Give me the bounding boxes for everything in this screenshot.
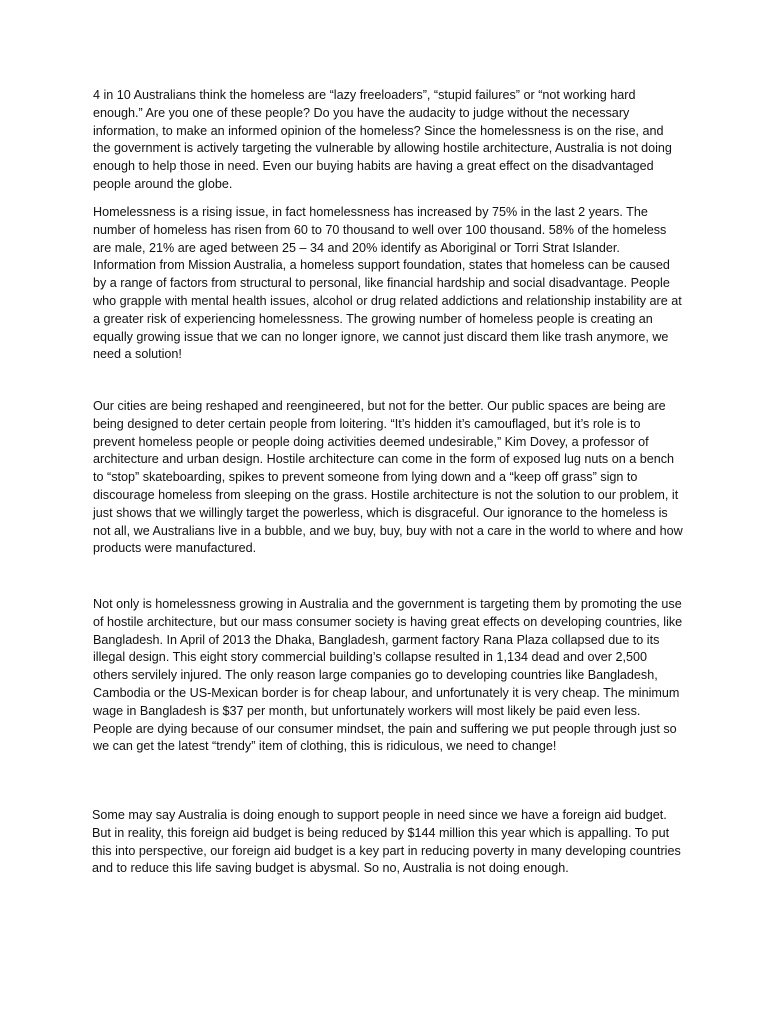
paragraph-foreign-aid: Some may say Australia is doing enough to support people in need since we have a foreign aid budget. But in reality, this foreign aid budget is being reduced by $144 million this year which is appalling. To put this into perspective, our foreign aid budget is a key part in reducing poverty in many developing countries and to reduce this life saving budget is abysmal. So no, Australia is not doing enough. [92,808,681,876]
paragraph-hostile-architecture: Our cities are being reshaped and reengineered, but not for the better. Our public spaces are being are being designed to deter certain people from loitering. “It’s hidden it’s camouflaged, but it’s role is to prevent homeless people or people doing activities deemed undesirable,” Kim Dovey, a professor of architecture and urban design. Hostile architecture can come in the form of exposed lug nuts on a bench to “stop” skateboarding, spikes to prevent someone from lying down and a “keep off grass” sign to discourage homeless from sleeping on the grass. Hostile architecture is not the solution to our problem, it just shows that we willingly target the powerless, which is disgraceful. Our ignorance to the homeless is not all, we Australians live in a bubble, and we buy, buy, buy with not a care in the world to where and how products were manufactured. [93,399,683,556]
paragraph-introduction: 4 in 10 Australians think the homeless are “lazy freeloaders”, “stupid failures” or “not working hard enough.” Are you one of these people? Do you have the audacity to judge without the necessary information, to make an informed opinion of the homeless? Since the homelessness is on the rise, and the government is actively targeting the vulnerable by allowing hostile architecture, Australia is not doing enough to help those in need. Even our buying habits are having a great effect on the disadvantaged people around the globe. [93,88,672,191]
paragraph-homelessness-statistics: Homelessness is a rising issue, in fact homelessness has increased by 75% in the last 2 years. The number of homeless has risen from 60 to 70 thousand to well over 100 thousand. 58% of the homeless are male, 21% are aged between 25 – 34 and 20% identify as Aboriginal or Torri Strat Islander. Information from Mission Australia, a homeless support foundation, states that homeless can be caused by a range of factors from structural to personal, like financial hardship and social disadvantage. People who grapple with mental health issues, alcohol or drug related addictions and relationship instability are at a greater risk of experiencing homelessness. The growing number of homeless people is creating an equally growing issue that we can no longer ignore, we cannot just discard them like trash anymore, we need a solution! [93,205,682,362]
paragraph-consumer-society: Not only is homelessness growing in Australia and the government is targeting them by promoting the use of hostile architecture, but our mass consumer society is having great effects on developing countries, like Bangladesh. In April of 2013 the Dhaka, Bangladesh, garment factory Rana Plaza collapsed due to its illegal design. This eight story commercial building’s collapse resulted in 1,134 dead and over 2,500 others servilely injured. The only reason large companies go to developing countries like Bangladesh, Cambodia or the US-Mexican border is for cheap labour, and unfortunately it is very cheap. The minimum wage in Bangladesh is $37 per month, but unfortunately workers will most likely be paid even less. People are dying because of our consumer mindset, the pain and suffering we put people through just so we can get the latest “trendy” item of clothing, this is ridiculous, we need to change! [93,597,683,754]
